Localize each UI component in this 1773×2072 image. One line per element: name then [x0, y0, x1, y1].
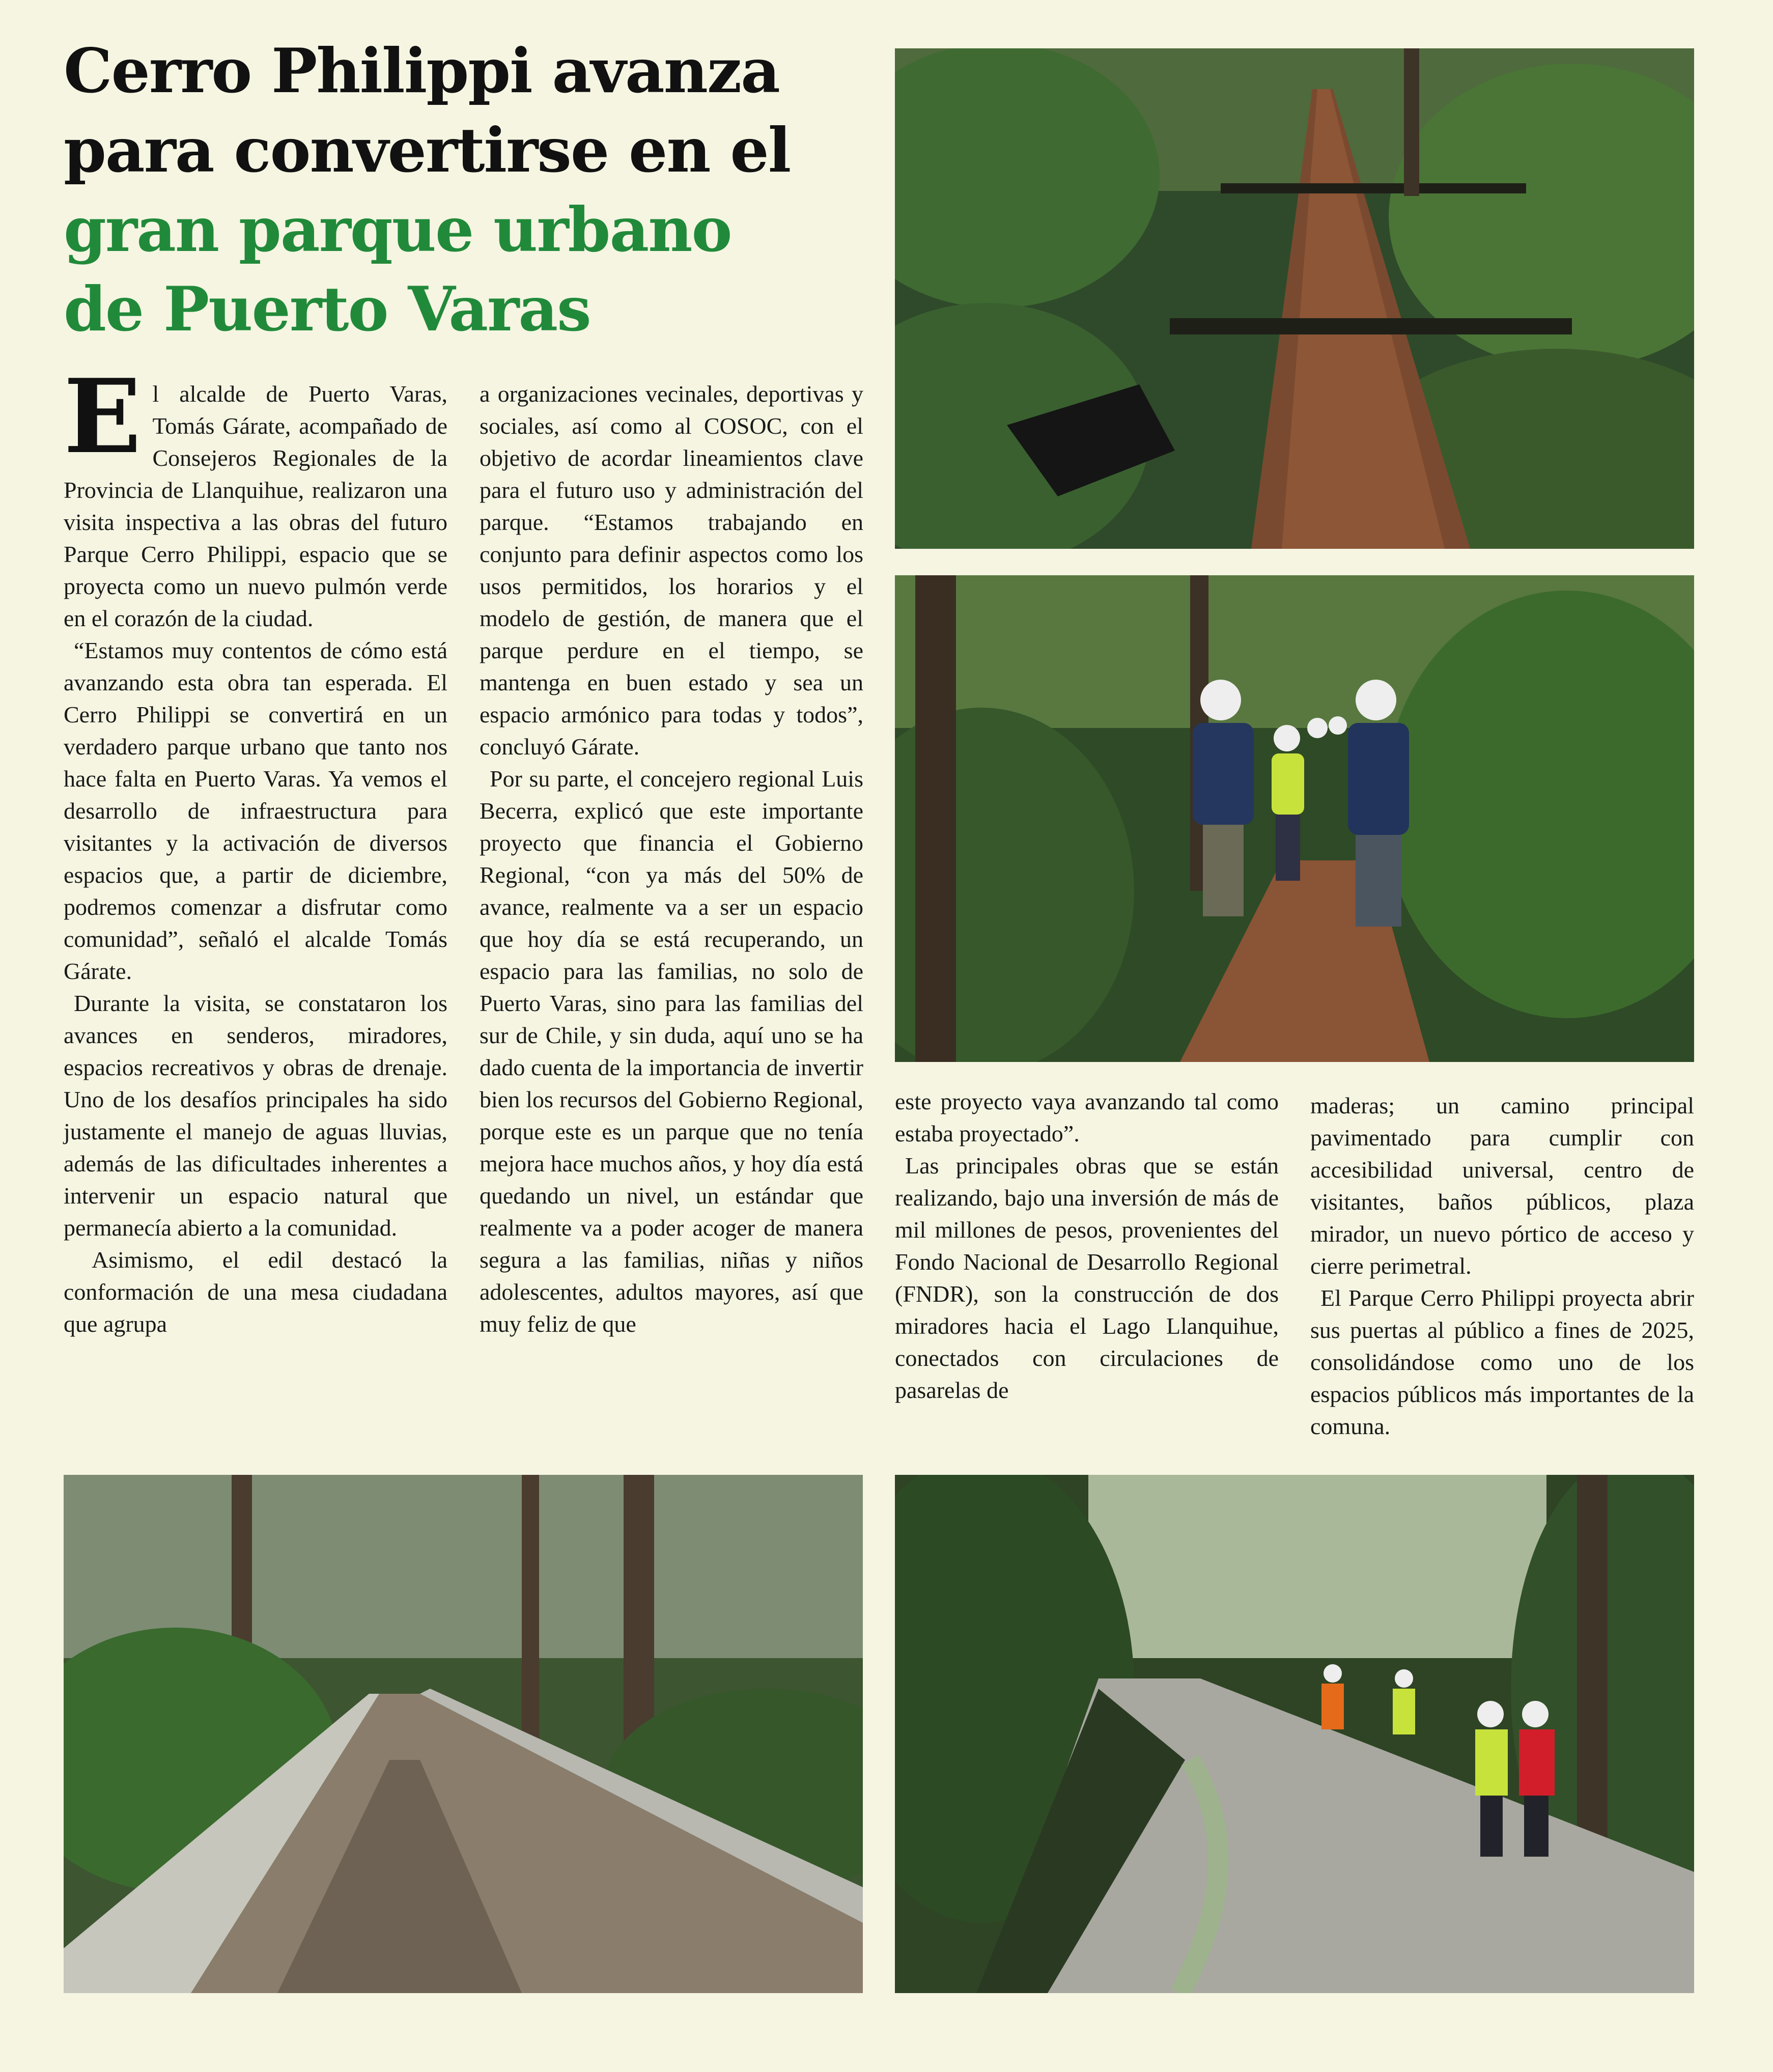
headline-line-3: gran parque urbano: [64, 194, 731, 266]
article-paragraph: [64, 357, 447, 634]
headline: [64, 32, 858, 349]
headline-line-2: para convertirse en el: [64, 115, 791, 186]
photo-visit-boardwalk-image: [895, 575, 1694, 1062]
article-paragraph: Durante la visita, se constataron los avances en senderos, miradores, espacios recreativos y obras de drenaje. Uno de los desafíos principales ha sido justamente el manejo de aguas lluvias, además de las dificultades inherentes a intervenir un espacio natural que permanecía abierto a la comunidad.: [64, 990, 447, 1241]
article-column-2: [480, 378, 863, 1340]
headline-line-1: Cerro Philippi avanza: [64, 35, 779, 107]
article-paragraph-text: l alcalde de Puerto Varas, Tomás Gárate, acompañado de Consejeros Regionales de la Provincia de Llanquihue, realizaron una visita inspectiva a las obras del futuro Parque Cerro Philippi, espacio que se proyecta como un nuevo pulmón verde en el corazón de la ciudad.: [64, 381, 447, 631]
photo-boardwalk: [895, 48, 1694, 549]
photo-paved-path-image: [895, 1475, 1694, 1993]
photo-boardwalk-image: [895, 48, 1694, 549]
article-paragraph: “Estamos muy contentos de cómo está avanzando esta obra tan esperada. El Cerro Philippi se convertirá en un verdadero parque urbano que tanto nos hace falta en Puerto Varas. Ya vemos el desarrollo de infraestructura para visitantes y la activación de diversos espacios que, a partir de diciembre, podremos comenzar a disfrutar como comunidad”, señaló el alcalde Tomás Gárate.: [64, 637, 447, 984]
article-paragraph: Las principales obras que se están realizando, bajo una inversión de más de mil millones de pesos, provenientes del Fondo Nacional de Desarrollo Regional (FNDR), son la construcción de dos miradores hacia el Lago Llanquihue, conectados con circulaciones de pasarelas de: [895, 1153, 1279, 1403]
article-paragraph: maderas; un camino principal pavimentado para cumplir con accesibilidad universal, centro de visitantes, baños públicos, plaza mirador, un nuevo pórtico de acceso y cierre perimetral.: [1310, 1093, 1694, 1279]
article-column-4: [1310, 1089, 1694, 1442]
photo-visit-boardwalk: [895, 575, 1694, 1062]
drop-cap: E: [64, 357, 142, 477]
article-column-3: [895, 1085, 1279, 1406]
photo-gravel-road-image: [64, 1475, 863, 1993]
article-paragraph: Por su parte, el concejero regional Luis Becerra, explicó que este importante proyecto que financia el Gobierno Regional, “con ya más del 50% de avance, realmente va a ser un espacio que hoy día se está recuperando, un espacio para las familias, no solo de Puerto Varas, sino para las familias del sur de Chile, y sin duda, aquí uno se ha dado cuenta de la importancia de invertir bien los recursos del Gobierno Regional, porque este es un parque que no tenía mejora hace muchos años, y hoy día está quedando un nivel, un estándar que realmente va a poder acoger de manera segura a las familias, niñas y niños adolescentes, adultos mayores, así que muy feliz de que: [480, 766, 863, 1337]
article-paragraph: El Parque Cerro Philippi proyecta abrir sus puertas al público a fines de 2025, consolidándose como uno de los espacios públicos más importantes de la comuna.: [1310, 1285, 1694, 1439]
article-paragraph: este proyecto vaya avanzando tal como estaba proyectado”.: [895, 1088, 1279, 1146]
photo-gravel-road: [64, 1475, 863, 1993]
article-paragraph: Asimismo, el edil destacó la conformación de una mesa ciudadana que agrupa: [64, 1247, 447, 1337]
photo-paved-path: [895, 1475, 1694, 1993]
headline-line-4: de Puerto Varas: [64, 273, 590, 345]
article-paragraph: a organizaciones vecinales, deportivas y sociales, así como al COSOC, con el objetivo de acordar lineamientos clave para el futuro uso y administración del parque. “Estamos trabajando en conjunto para definir aspectos como los usos permitidos, los horarios y el modelo de gestión, de manera que el parque perdure en el tiempo, se mantenga en buen estado y sea un espacio armónico para todas y todos”, concluyó Gárate.: [480, 381, 863, 760]
article-column-1: [64, 357, 447, 1340]
